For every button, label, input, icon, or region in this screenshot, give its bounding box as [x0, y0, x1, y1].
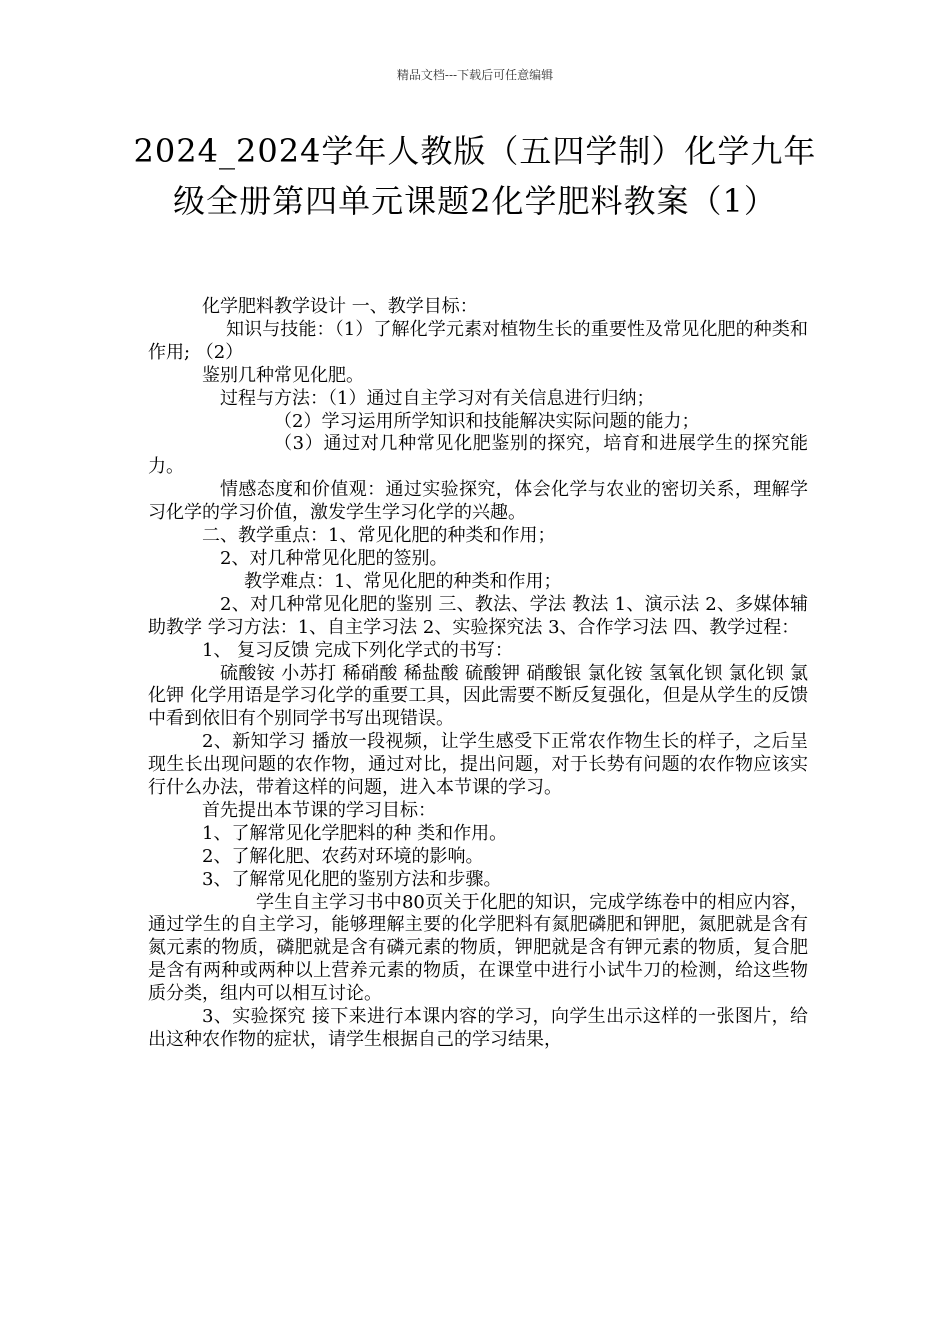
document-title: 2024_2024学年人教版（五四学制）化学九年级全册第四单元课题2化学肥料教案（1）: [133, 132, 817, 220]
paragraph: 化学肥料教学设计 一、教学目标：: [202, 296, 478, 317]
paragraph: 1、了解常见化学肥料的种 类和作用。: [202, 822, 508, 844]
paragraph: 情感态度和价值观：通过实验探究，体会化学与农业的密切关系，理解学习化学的学习价值，激发学生学习化学的兴趣。: [148, 479, 808, 524]
paragraph: 知识与技能：（1）了解化学元素对植物生长的重要性及常见化肥的种类和作用; （2）: [148, 318, 808, 363]
paragraph: 鉴别几种常见化肥。: [202, 364, 364, 386]
paragraph: 2、对几种常见化肥的签别。: [220, 547, 448, 569]
paragraph: 1、 复习反馈 完成下列化学式的书写：: [202, 639, 513, 661]
paragraph: 学生自主学习书中80页关于化肥的知识，完成学练卷中的相应内容，通过学生的自主学习，能够理解主要的化学肥料有氮肥磷肥和钾肥，氮肥就是含有氮元素的物质，磷肥就是含有磷元素的物质，钾肥就是含有钾元素的物质，复合肥是含有两种或两种以上营养元素的物质，在课堂中进行小试牛刀的检测，给这些物质分类，组内可以相互讨论。: [148, 891, 808, 1005]
document-body: [148, 296, 808, 1052]
paragraph: （3）通过对几种常见化肥鉴别的探究，培育和进展学生的探究能力。: [148, 433, 808, 478]
paragraph: 首先提出本节课的学习目标：: [202, 799, 436, 821]
paragraph: 3、了解常见化肥的鉴别方法和步骤。: [202, 868, 502, 890]
paragraph: 硫酸铵 小苏打 稀硝酸 稀盐酸 硫酸钾 硝酸银 氯化铵 氢氧化钡 氯化钡 氯化钾 化学用语是学习化学的重要工具，因此需要不断反复强化，但是从学生的反馈中看到依旧有个别同学书写出现错误。: [148, 662, 808, 730]
paragraph: 2、了解化肥、农药对环境的影响。: [202, 845, 484, 867]
paragraph: 教学难点：1、常见化肥的种类和作用；: [244, 570, 562, 592]
page-header: 精品文档---下载后可任意编辑: [396, 68, 554, 82]
paragraph: 过程与方法：（1）通过自主学习对有关信息进行归纳；: [220, 387, 655, 409]
paragraph: （2）学习运用所学知识和技能解决实际问题的能力；: [274, 410, 700, 432]
paragraph: 二、教学重点：1、常见化肥的种类和作用；: [202, 525, 556, 547]
paragraph: 2、新知学习 播放一段视频，让学生感受下正常农作物生长的样子，之后呈现生长出现问题的农作物，通过对比，提出问题，对于长势有问题的农作物应该实行什么办法，带着这样的问题，进入本节课的学习。: [148, 731, 808, 799]
paragraph: 2、对几种常见化肥的鉴别 三、教法、学法 教法 1、演示法 2、多媒体辅助教学 学习方法：1、自主学习法 2、实验探究法 3、合作学习法 四、教学过程：: [148, 593, 808, 638]
paragraph: 3、实验探究 接下来进行本课内容的学习，向学生出示这样的一张图片，给出这种农作物的症状，请学生根据自己的学习结果，: [148, 1006, 808, 1050]
